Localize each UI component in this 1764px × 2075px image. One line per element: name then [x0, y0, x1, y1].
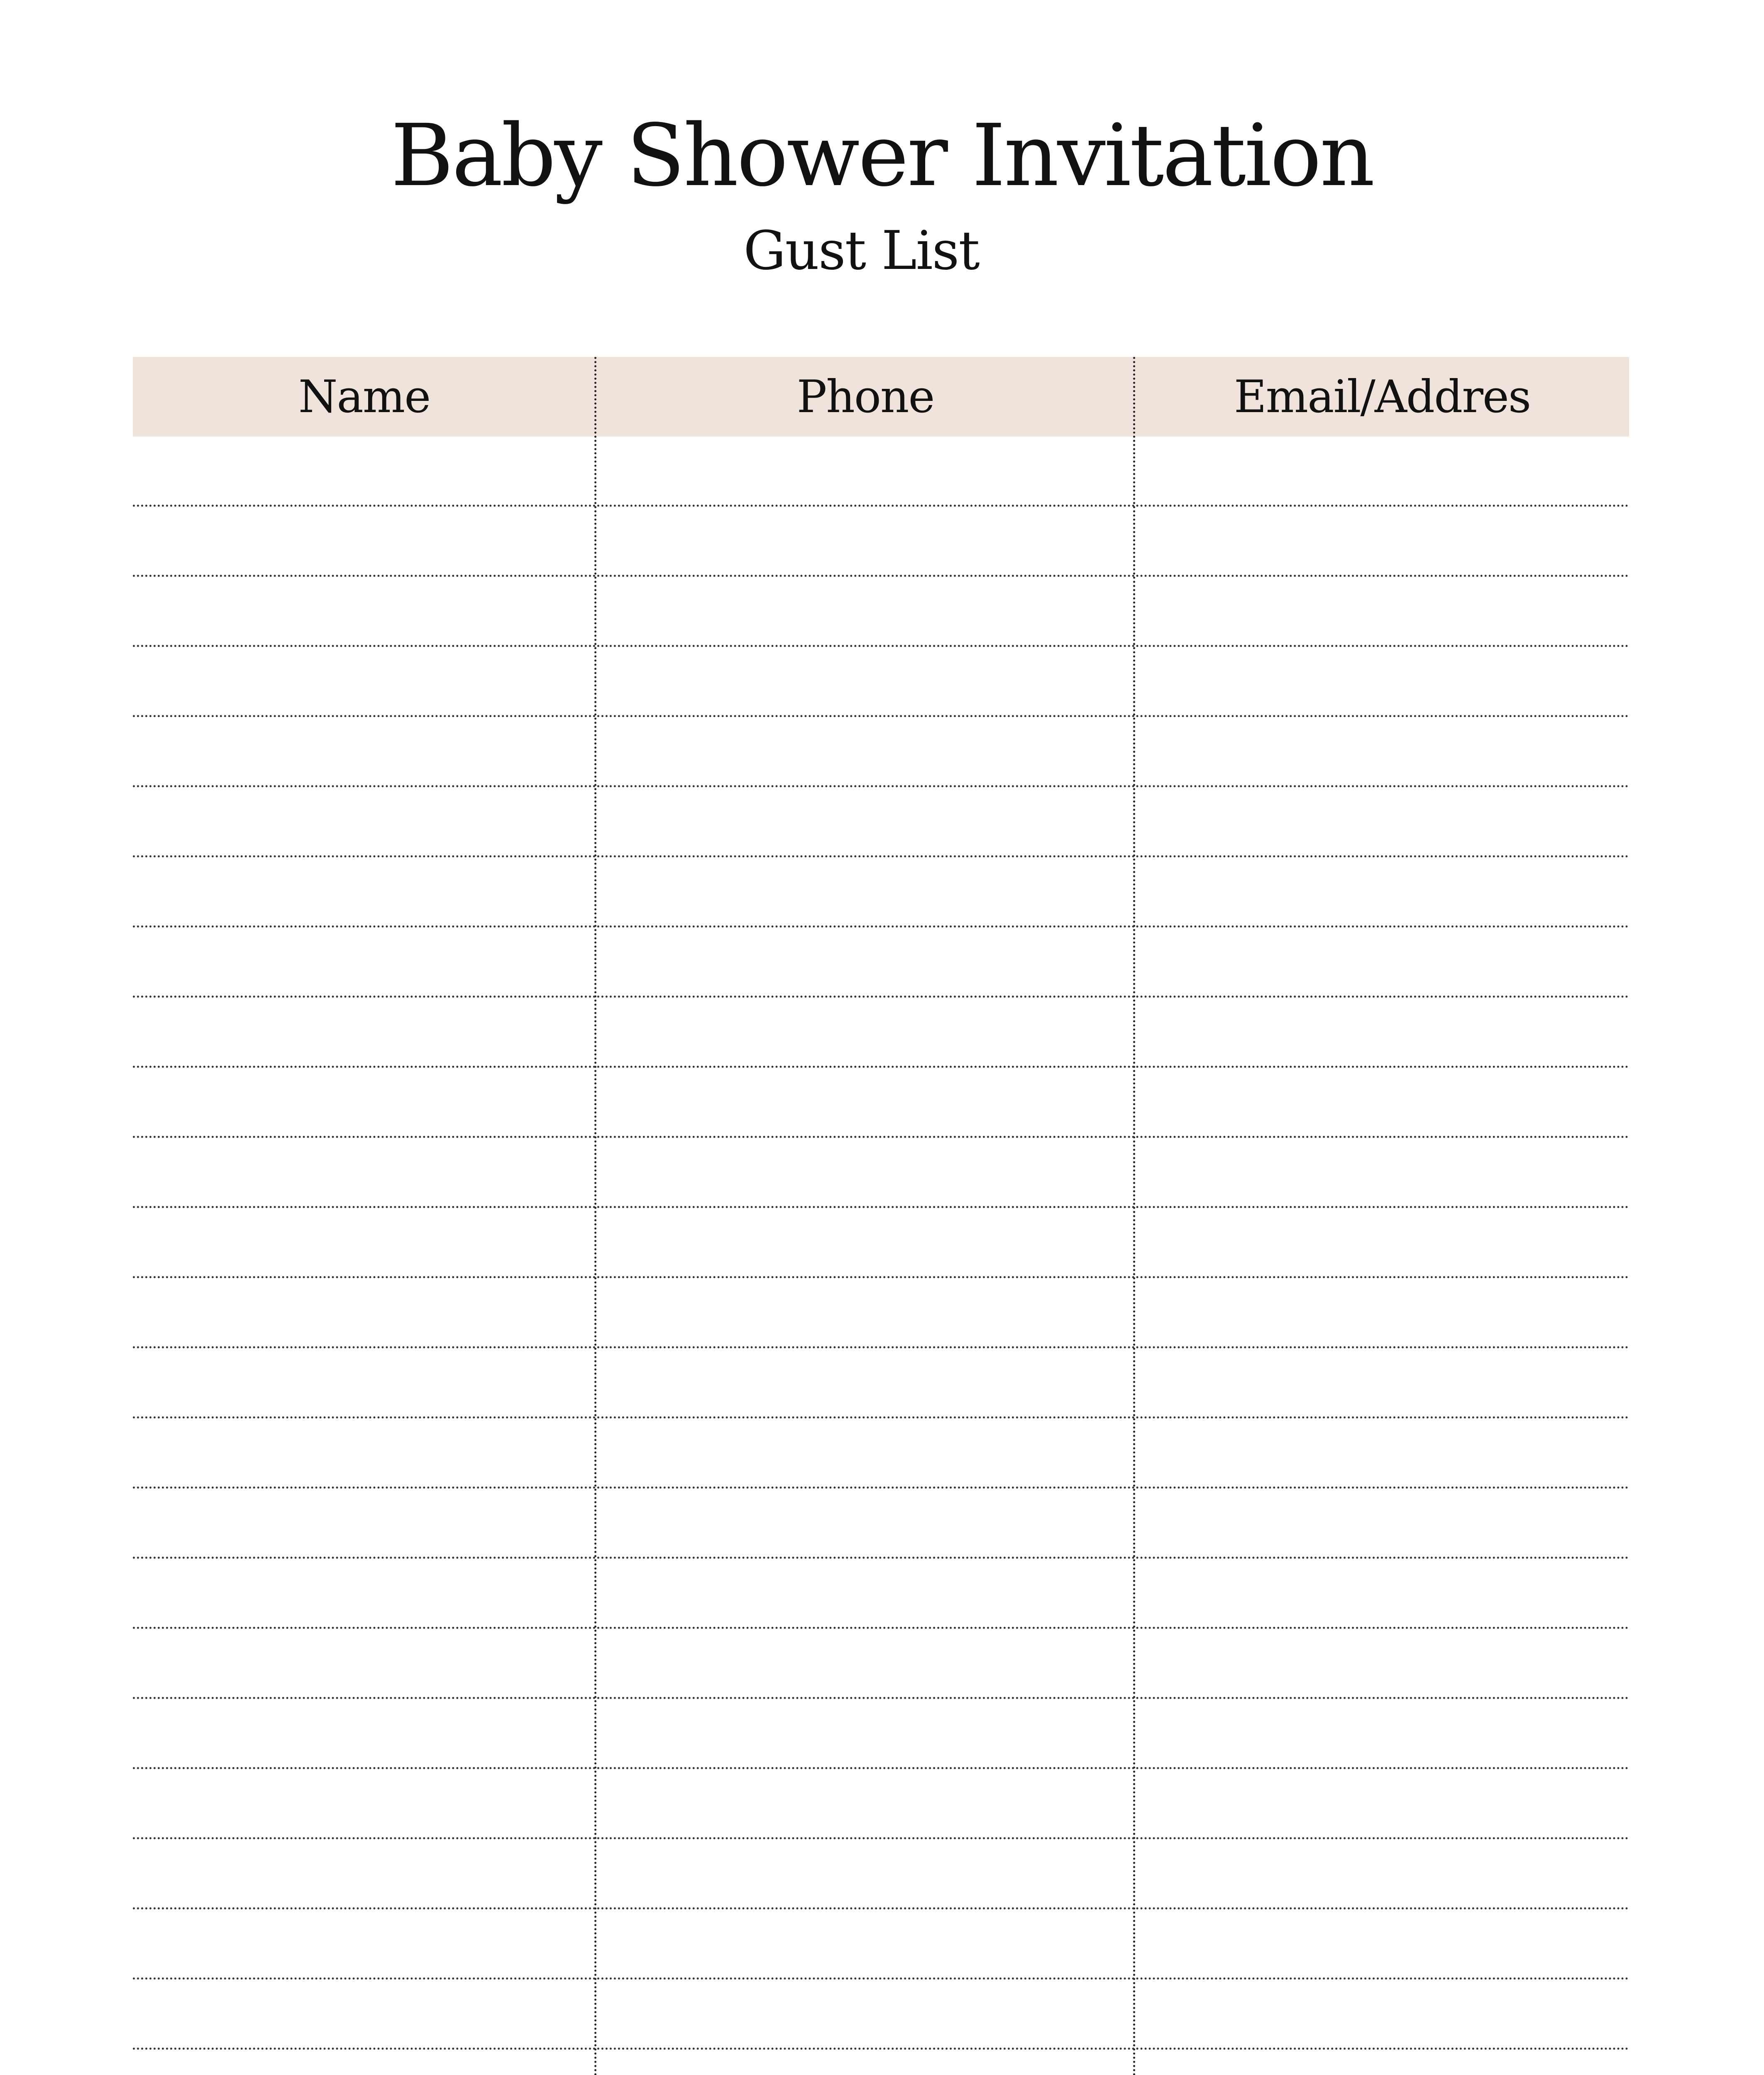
- table-row: [133, 1699, 1629, 1769]
- cell-phone[interactable]: [596, 1769, 1135, 1837]
- cell-name[interactable]: [133, 1418, 596, 1487]
- cell-email-address[interactable]: [1135, 647, 1629, 715]
- column-header-email-address: Email/Addres: [1234, 371, 1531, 423]
- cell-name[interactable]: [133, 1629, 596, 1697]
- cell-email-address[interactable]: [1135, 1489, 1629, 1557]
- cell-phone[interactable]: [596, 1068, 1135, 1136]
- cell-phone[interactable]: [596, 1699, 1135, 1767]
- page-subtitle: Gust List: [743, 220, 979, 282]
- cell-email-address[interactable]: [1135, 437, 1629, 505]
- cell-email-address[interactable]: [1135, 1418, 1629, 1487]
- cell-phone[interactable]: [596, 1418, 1135, 1487]
- cell-name[interactable]: [133, 1278, 596, 1346]
- cell-phone[interactable]: [596, 1489, 1135, 1557]
- cell-name[interactable]: [133, 1559, 596, 1627]
- cell-name[interactable]: [133, 1909, 596, 1977]
- table-row: [133, 717, 1629, 787]
- cell-email-address[interactable]: [1135, 1699, 1629, 1767]
- table-row: [133, 1559, 1629, 1629]
- cell-email-address[interactable]: [1135, 1769, 1629, 1837]
- cell-phone[interactable]: [596, 1208, 1135, 1276]
- table-row: [133, 1489, 1629, 1559]
- cell-phone[interactable]: [596, 1278, 1135, 1346]
- cell-name[interactable]: [133, 1348, 596, 1416]
- table-row: [133, 1769, 1629, 1839]
- cell-name[interactable]: [133, 928, 596, 996]
- cell-name[interactable]: [133, 1839, 596, 1907]
- cell-name[interactable]: [133, 1699, 596, 1767]
- table-row: [133, 1839, 1629, 1909]
- table-row: [133, 1980, 1629, 2050]
- cell-name[interactable]: [133, 1769, 596, 1837]
- cell-phone[interactable]: [596, 1909, 1135, 1977]
- cell-phone[interactable]: [596, 1559, 1135, 1627]
- column-header-name: Name: [298, 371, 430, 423]
- table-row: [133, 998, 1629, 1068]
- table-row: [133, 1068, 1629, 1138]
- table-row: [133, 1278, 1629, 1348]
- table-row: [133, 857, 1629, 928]
- cell-email-address[interactable]: [1135, 928, 1629, 996]
- cell-name[interactable]: [133, 577, 596, 645]
- table-header-row: [133, 357, 1629, 437]
- cell-name[interactable]: [133, 1208, 596, 1276]
- cell-name[interactable]: [133, 647, 596, 715]
- table-row: [133, 1629, 1629, 1699]
- cell-email-address[interactable]: [1135, 1138, 1629, 1206]
- cell-phone[interactable]: [596, 2050, 1135, 2075]
- cell-name[interactable]: [133, 998, 596, 1066]
- cell-name[interactable]: [133, 1489, 596, 1557]
- page-title: Baby Shower Invitation: [391, 106, 1373, 205]
- cell-email-address[interactable]: [1135, 717, 1629, 785]
- cell-email-address[interactable]: [1135, 787, 1629, 855]
- cell-phone[interactable]: [596, 857, 1135, 925]
- cell-phone[interactable]: [596, 1980, 1135, 2048]
- guest-list-table: [133, 357, 1629, 2075]
- cell-phone[interactable]: [596, 1629, 1135, 1697]
- cell-phone[interactable]: [596, 1138, 1135, 1206]
- table-body: [133, 437, 1629, 2075]
- cell-email-address[interactable]: [1135, 998, 1629, 1066]
- cell-email-address[interactable]: [1135, 1348, 1629, 1416]
- cell-phone[interactable]: [596, 1348, 1135, 1416]
- cell-name[interactable]: [133, 1068, 596, 1136]
- table-row: [133, 1208, 1629, 1278]
- table-row: [133, 437, 1629, 507]
- table-row: [133, 1138, 1629, 1208]
- cell-phone[interactable]: [596, 437, 1135, 505]
- cell-phone[interactable]: [596, 647, 1135, 715]
- table-row: [133, 577, 1629, 647]
- cell-email-address[interactable]: [1135, 1068, 1629, 1136]
- column-header-phone: Phone: [796, 371, 934, 423]
- cell-phone[interactable]: [596, 787, 1135, 855]
- cell-phone[interactable]: [596, 928, 1135, 996]
- cell-email-address[interactable]: [1135, 1208, 1629, 1276]
- table-row: [133, 1348, 1629, 1418]
- cell-email-address[interactable]: [1135, 1909, 1629, 1977]
- cell-email-address[interactable]: [1135, 1839, 1629, 1907]
- table-row: [133, 2050, 1629, 2075]
- table-row: [133, 1418, 1629, 1489]
- cell-phone[interactable]: [596, 507, 1135, 575]
- table-row: [133, 507, 1629, 577]
- cell-email-address[interactable]: [1135, 1629, 1629, 1697]
- cell-name[interactable]: [133, 857, 596, 925]
- cell-name[interactable]: [133, 437, 596, 505]
- table-row: [133, 787, 1629, 857]
- cell-name[interactable]: [133, 507, 596, 575]
- cell-email-address[interactable]: [1135, 2050, 1629, 2075]
- cell-phone[interactable]: [596, 717, 1135, 785]
- cell-email-address[interactable]: [1135, 577, 1629, 645]
- cell-name[interactable]: [133, 787, 596, 855]
- table-row: [133, 1909, 1629, 1980]
- cell-name[interactable]: [133, 1980, 596, 2048]
- table-row: [133, 647, 1629, 717]
- table-row: [133, 928, 1629, 998]
- cell-email-address[interactable]: [1135, 1980, 1629, 2048]
- cell-name[interactable]: [133, 1138, 596, 1206]
- cell-name[interactable]: [133, 717, 596, 785]
- cell-phone[interactable]: [596, 998, 1135, 1066]
- cell-email-address[interactable]: [1135, 1278, 1629, 1346]
- cell-email-address[interactable]: [1135, 507, 1629, 575]
- cell-email-address[interactable]: [1135, 857, 1629, 925]
- cell-name[interactable]: [133, 2050, 596, 2075]
- cell-email-address[interactable]: [1135, 1559, 1629, 1627]
- cell-phone[interactable]: [596, 577, 1135, 645]
- cell-phone[interactable]: [596, 1839, 1135, 1907]
